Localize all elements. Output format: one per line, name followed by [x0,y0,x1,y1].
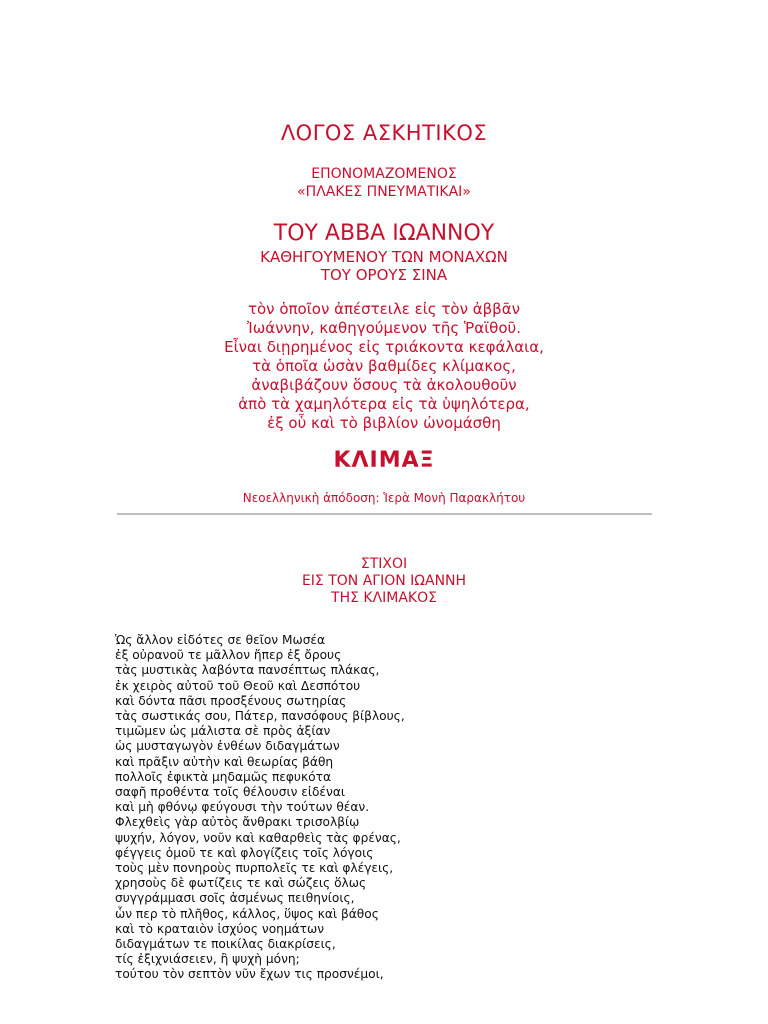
poem-line: τοὺς μὲν πονηροὺς πυρπολεῖς τε καὶ φλέγεις, [115,861,394,876]
poem-line: ἐκ χειρὸς αὐτοῦ τοῦ Θεοῦ καὶ Δεσπότου [115,678,361,693]
intro-line: Ἰωάννην, καθηγούμενον τῆς Ῥαϊθοῦ. [247,319,521,337]
poem-line: Ὡς ἄλλον εἰδότες σε θεῖον Μωσέα [115,633,326,647]
poem-line: Φλεχθεὶς γὰρ αὐτὸς ἄνθρακι τρισολβίῳ [115,815,360,830]
subtitle-line: «ΠΛΑΚΕΣ ΠΝΕΥΜΑΤΙΚΑΙ» [297,184,471,200]
author-subtitle [0,248,768,284]
poem-line: τιμῶμεν ὡς μάλιστα σὲ πρὸς ἀξίαν [115,724,331,739]
poem-line: τούτου τὸν σεπτὸν νῦν ἔχων τις προσνέμοι, [115,967,384,982]
poem-line: ψυχήν, λόγον, νοῦν καὶ καθαρθεὶς τὰς φρένας, [115,830,401,845]
intro-line: τὰ ὁποῖα ὡσὰν βαθμίδες κλίμακος, [252,357,516,375]
poem-line: συγγράμμασι σοῖς ἀσμένως πειθηνίοις, [115,891,355,906]
stichoi-heading-line: ΕΙΣ ΤΟΝ ΑΓΙΟΝ ΙΩΑΝΝΗ [301,573,467,589]
poem-line: τὰς μυστικὰς λαβόντα πανσέπτως πλάκας, [115,663,380,678]
poem-line: καὶ δόντα πᾶσι προσξένους σωτηρίας [115,693,347,708]
stichoi-heading-line: ΣΤΙΧΟΙ [360,556,408,572]
subtitle [0,165,768,201]
translation-credit: Νεοελληνικὴ ἀπόδοση: Ἱερὰ Μονὴ Παρακλήτου [242,491,526,505]
poem-line: φέγγεις ὁμοῦ τε καὶ φλογίζεις τοῖς λόγοις [115,845,374,860]
stichoi-heading-line: ΤΗΣ ΚΛΙΜΑΚΟΣ [331,590,437,606]
poem-line: τὰς σωστικάς σου, Πάτερ, πανσόφους βίβλους, [115,709,405,724]
intro-line: ἀπὸ τὰ χαμηλότερα εἰς τὰ ὑψηλότερα, [238,395,530,413]
poem-line: τίς ἐξιχνιάσειεν, ἢ ψυχὴ μόνη; [115,952,300,967]
poem-body [115,633,675,983]
klimax-title: ΚΛΙΜΑΞ [333,448,435,473]
intro-paragraph [0,300,768,433]
poem-line: καὶ τὸ κραταιὸν ἰσχύος νοημάτων [115,921,325,936]
intro-line: ἐξ οὗ καὶ τὸ βιβλίον ὠνομάσθη [267,414,501,432]
document-title: ΛΟΓΟΣ ΑΣΚΗΤΙΚΟΣ [280,121,488,145]
subtitle-line: ΕΠΟΝΟΜΑΖΟΜΕΝΟΣ [311,166,457,182]
poem-line: ὧν περ τὸ πλῆθος, κάλλος, ὕψος καὶ βάθος [115,906,379,921]
poem-line: σαφῆ προθέντα τοῖς θέλουσιν εἰδέναι [115,785,345,800]
poem-line: καὶ πρᾶξιν αὐτὴν καὶ θεωρίας βάθη [115,754,334,769]
author-subtitle-line: ΚΑΘΗΓΟΥΜΕΝΟΥ ΤΩΝ ΜΟΝΑΧΩΝ [260,248,508,266]
poem-line: διδαγμάτων τε ποικίλας διακρίσεις, [115,937,336,952]
poem-line: ὡς μυσταγωγὸν ἐνθέων διδαγμάτων [115,739,340,754]
horizontal-divider [117,513,652,515]
poem-line: χρησοὺς δὲ φωτίζεις τε καὶ σώζεις ὅλως [115,876,367,891]
stichoi-heading [0,556,768,607]
intro-line: ἀναβιβάζουν ὅσους τὰ ἀκολουθοῦν [251,376,517,394]
poem-line: καὶ μὴ φθόνῳ φεύγουσι τὴν τούτων θέαν. [115,800,370,815]
author-heading: ΤΟΥ ΑΒΒΑ ΙΩΑΝΝΟΥ [273,221,495,246]
author-subtitle-line: ΤΟΥ ΟΡΟΥΣ ΣΙΝΑ [320,266,448,284]
poem-line: πολλοῖς ἐφικτὰ μηδαμῶς πεφυκότα [115,769,331,784]
poem-line: ἐξ οὐρανοῦ τε μᾶλλον ἤπερ ἐξ ὄρους [115,648,342,663]
intro-line: τὸν ὁποῖον ἀπέστειλε εἰς τὸν ἀββᾶν [247,300,521,318]
intro-line: Εἶναι διῃρημένος εἰς τριάκοντα κεφάλαια, [224,338,544,356]
